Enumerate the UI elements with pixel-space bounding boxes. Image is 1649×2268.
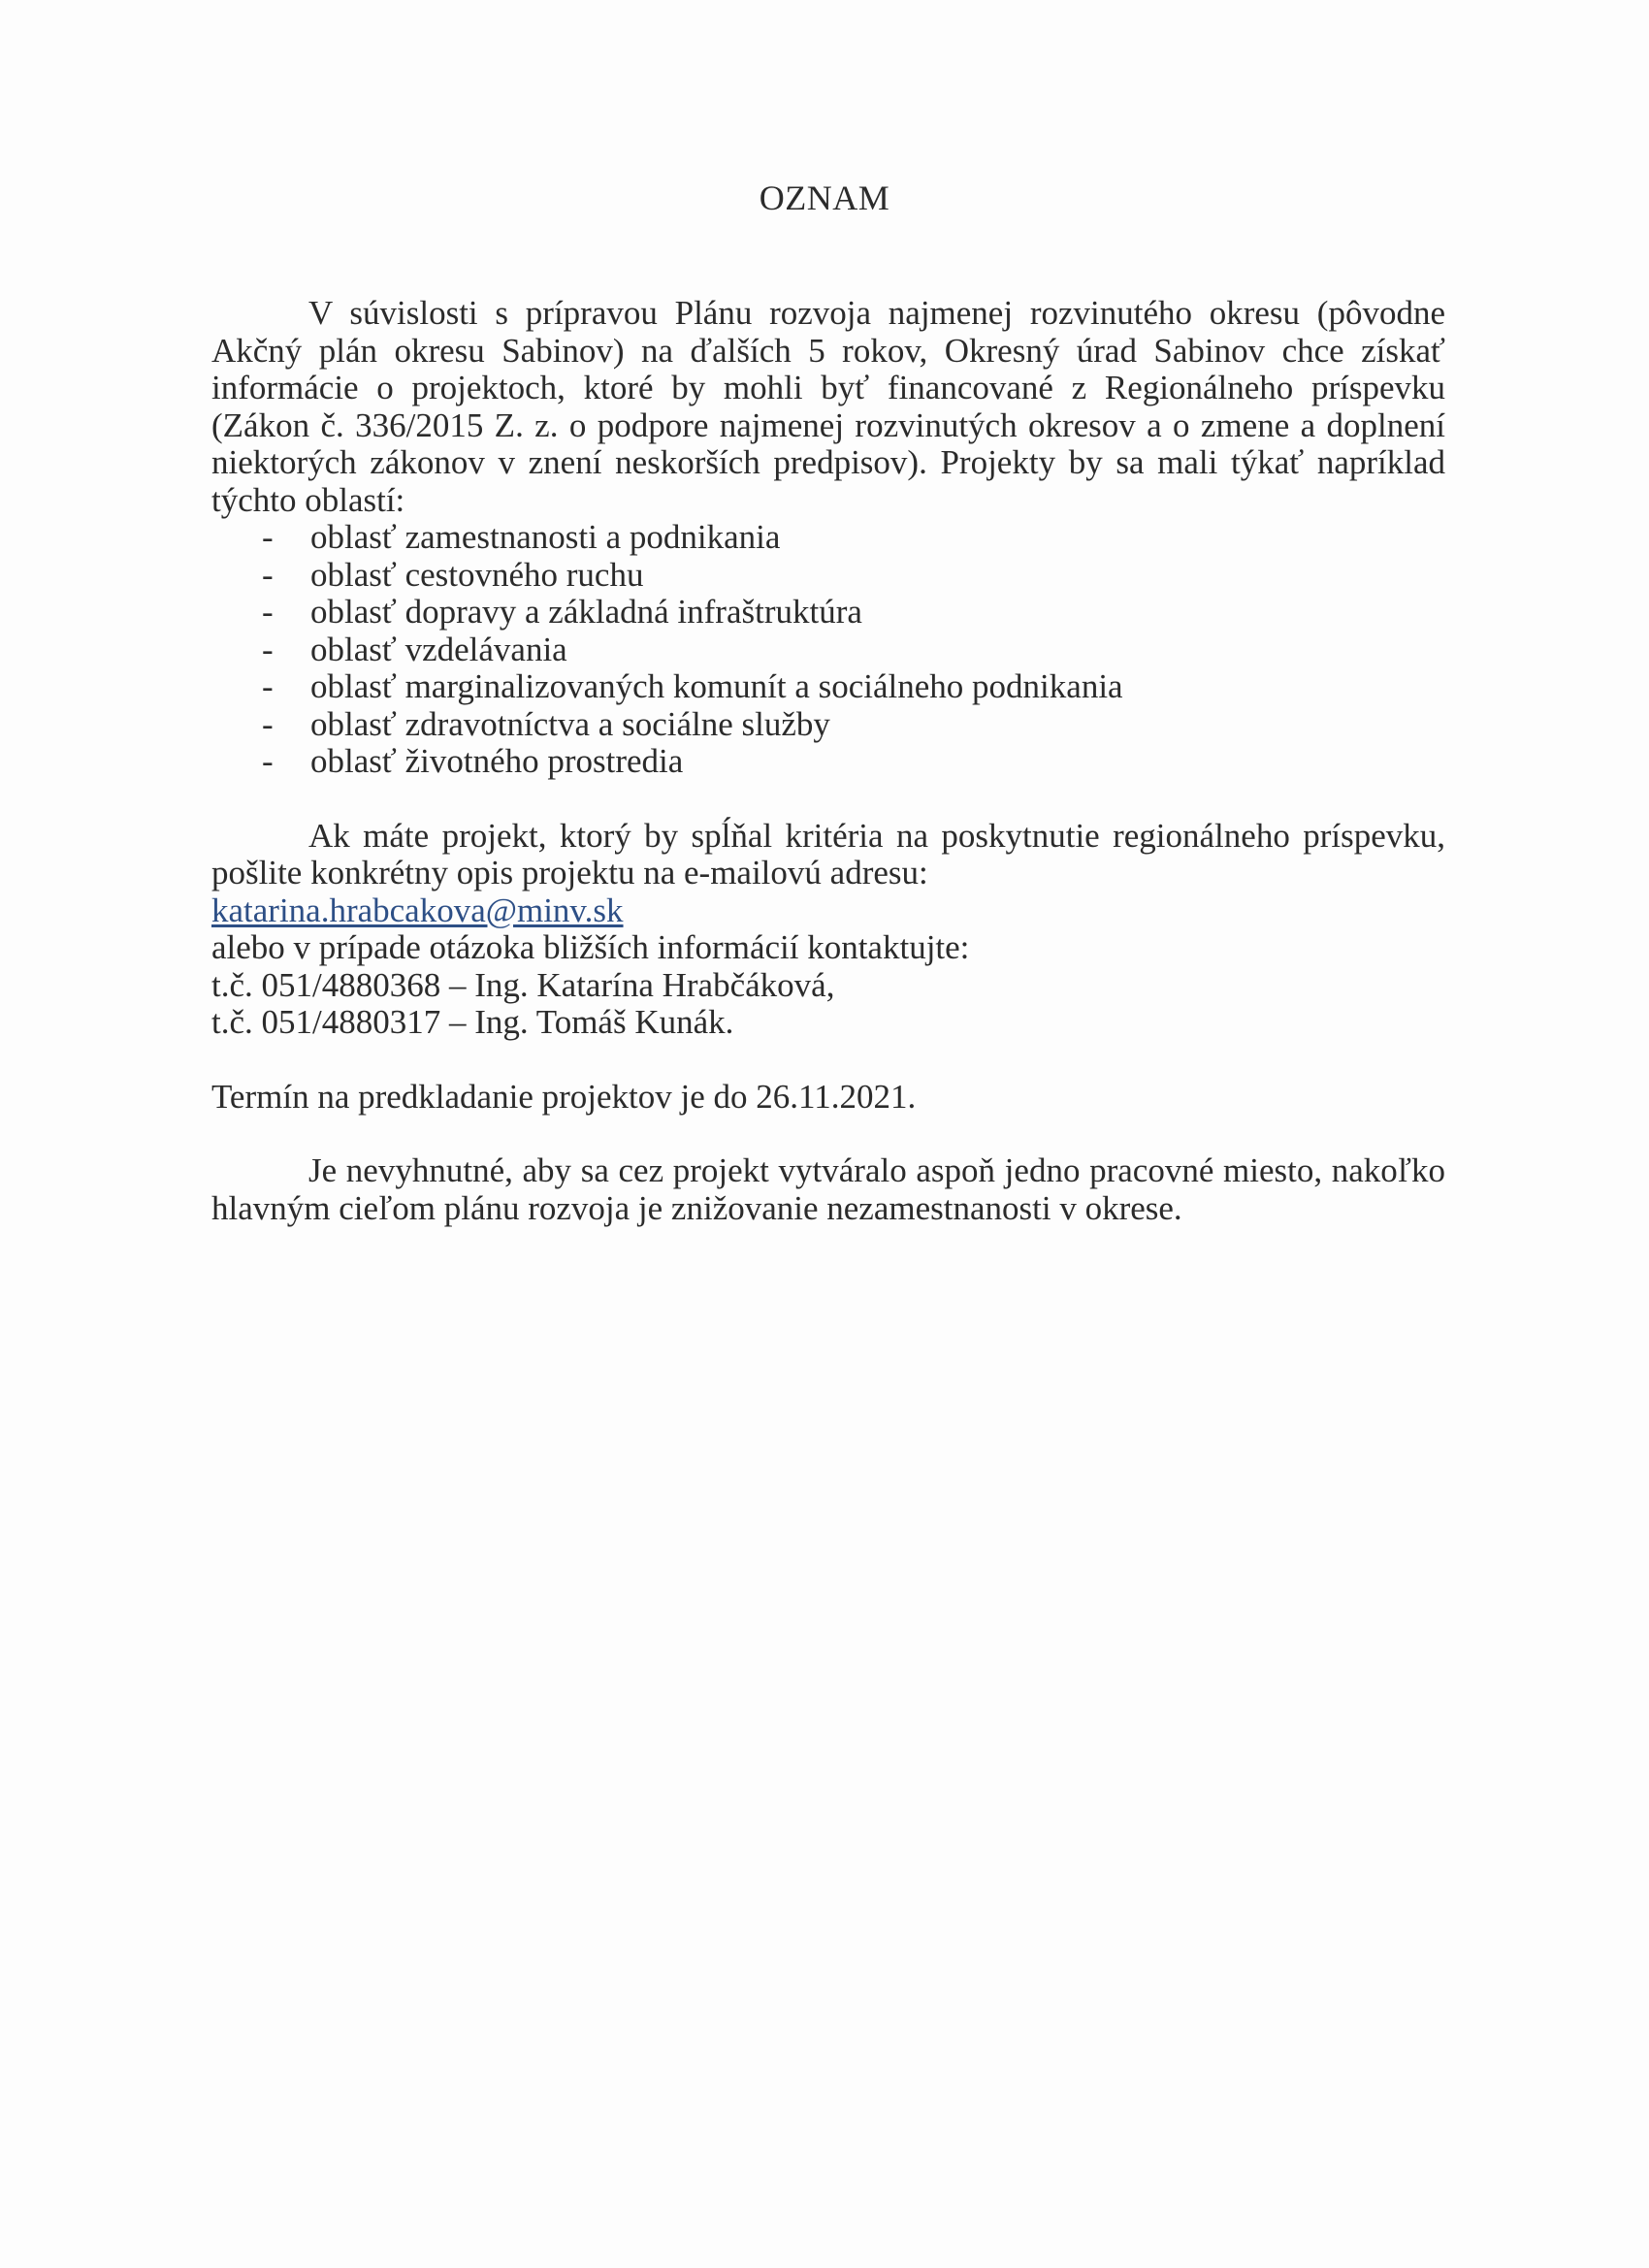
- document-title: OZNAM: [759, 178, 890, 217]
- list-item: [211, 632, 1445, 669]
- list-item: [211, 743, 1445, 781]
- email-line: [211, 892, 1445, 930]
- project-paragraph: Ak máte projekt, ktorý by spĺňal kritéria na poskytnutie regionálneho príspevku, pošlite konkrétny opis projektu na e-mailovú adresu:: [211, 816, 1445, 891]
- list-dash: -: [262, 667, 274, 705]
- list-item-text: oblasť zamestnanosti a podnikania: [310, 518, 781, 556]
- list-item-text: oblasť marginalizovaných komunít a sociálneho podnikania: [310, 667, 1123, 705]
- list-item-text: oblasť zdravotníctva a sociálne služby: [310, 704, 830, 743]
- contact-line-2: t.č. 051/4880317 – Ing. Tomáš Kunák.: [211, 1003, 734, 1041]
- deadline-text: Termín na predkladanie projektov je do 26.11.2021.: [211, 1077, 917, 1116]
- list-dash: -: [262, 704, 274, 743]
- list-item: [211, 557, 1445, 595]
- list-item-text: oblasť cestovného ruchu: [310, 555, 644, 594]
- list-dash: -: [262, 742, 274, 780]
- list-item-text: oblasť dopravy a základná infraštruktúra: [310, 593, 862, 631]
- contact-line-1: t.č. 051/4880368 – Ing. Katarína Hrabčáková,: [211, 965, 835, 1004]
- list-item-text: oblasť vzdelávania: [310, 630, 567, 668]
- email-link[interactable]: katarina.hrabcakova@minv.sk: [211, 891, 624, 929]
- spacer: [211, 1042, 1445, 1079]
- spacer: [211, 781, 1445, 818]
- list-item: [211, 594, 1445, 632]
- spacer: [211, 1116, 1445, 1152]
- closing-paragraph: Je nevyhnutné, aby sa cez projekt vytváralo aspoň jedno pracovné miesto, nakoľko hlavným cieľom plánu rozvoja je znižovanie nezamestnanosti v okrese.: [211, 1151, 1445, 1227]
- contact-intro: alebo v prípade otázoka bližších informácií kontaktujte:: [211, 928, 970, 966]
- list-dash: -: [262, 593, 274, 631]
- document-body: [211, 295, 1445, 1227]
- list-item: [211, 706, 1445, 744]
- list-item-text: oblasť životného prostredia: [310, 742, 684, 780]
- list-item: [211, 519, 1445, 557]
- list-item: [211, 668, 1445, 706]
- list-dash: -: [262, 518, 274, 556]
- areas-list: [211, 519, 1445, 781]
- intro-paragraph: V súvislosti s prípravou Plánu rozvoja najmenej rozvinutého okresu (pôvodne Akčný plán okresu Sabinov) na ďalších 5 rokov, Okresný úrad Sabinov chce získať informácie o projektoch, ktoré by mohli byť financované z Regionálneho príspevku (Zákon č. 336/2015 Z. z. o podpore najmenej rozvinutých okresov a o zmene a doplnení niektorých zákonov v znení neskorších predpisov). Projekty by sa mali týkať napríklad týchto oblastí:: [211, 294, 1445, 519]
- list-dash: -: [262, 630, 274, 668]
- list-dash: -: [262, 555, 274, 594]
